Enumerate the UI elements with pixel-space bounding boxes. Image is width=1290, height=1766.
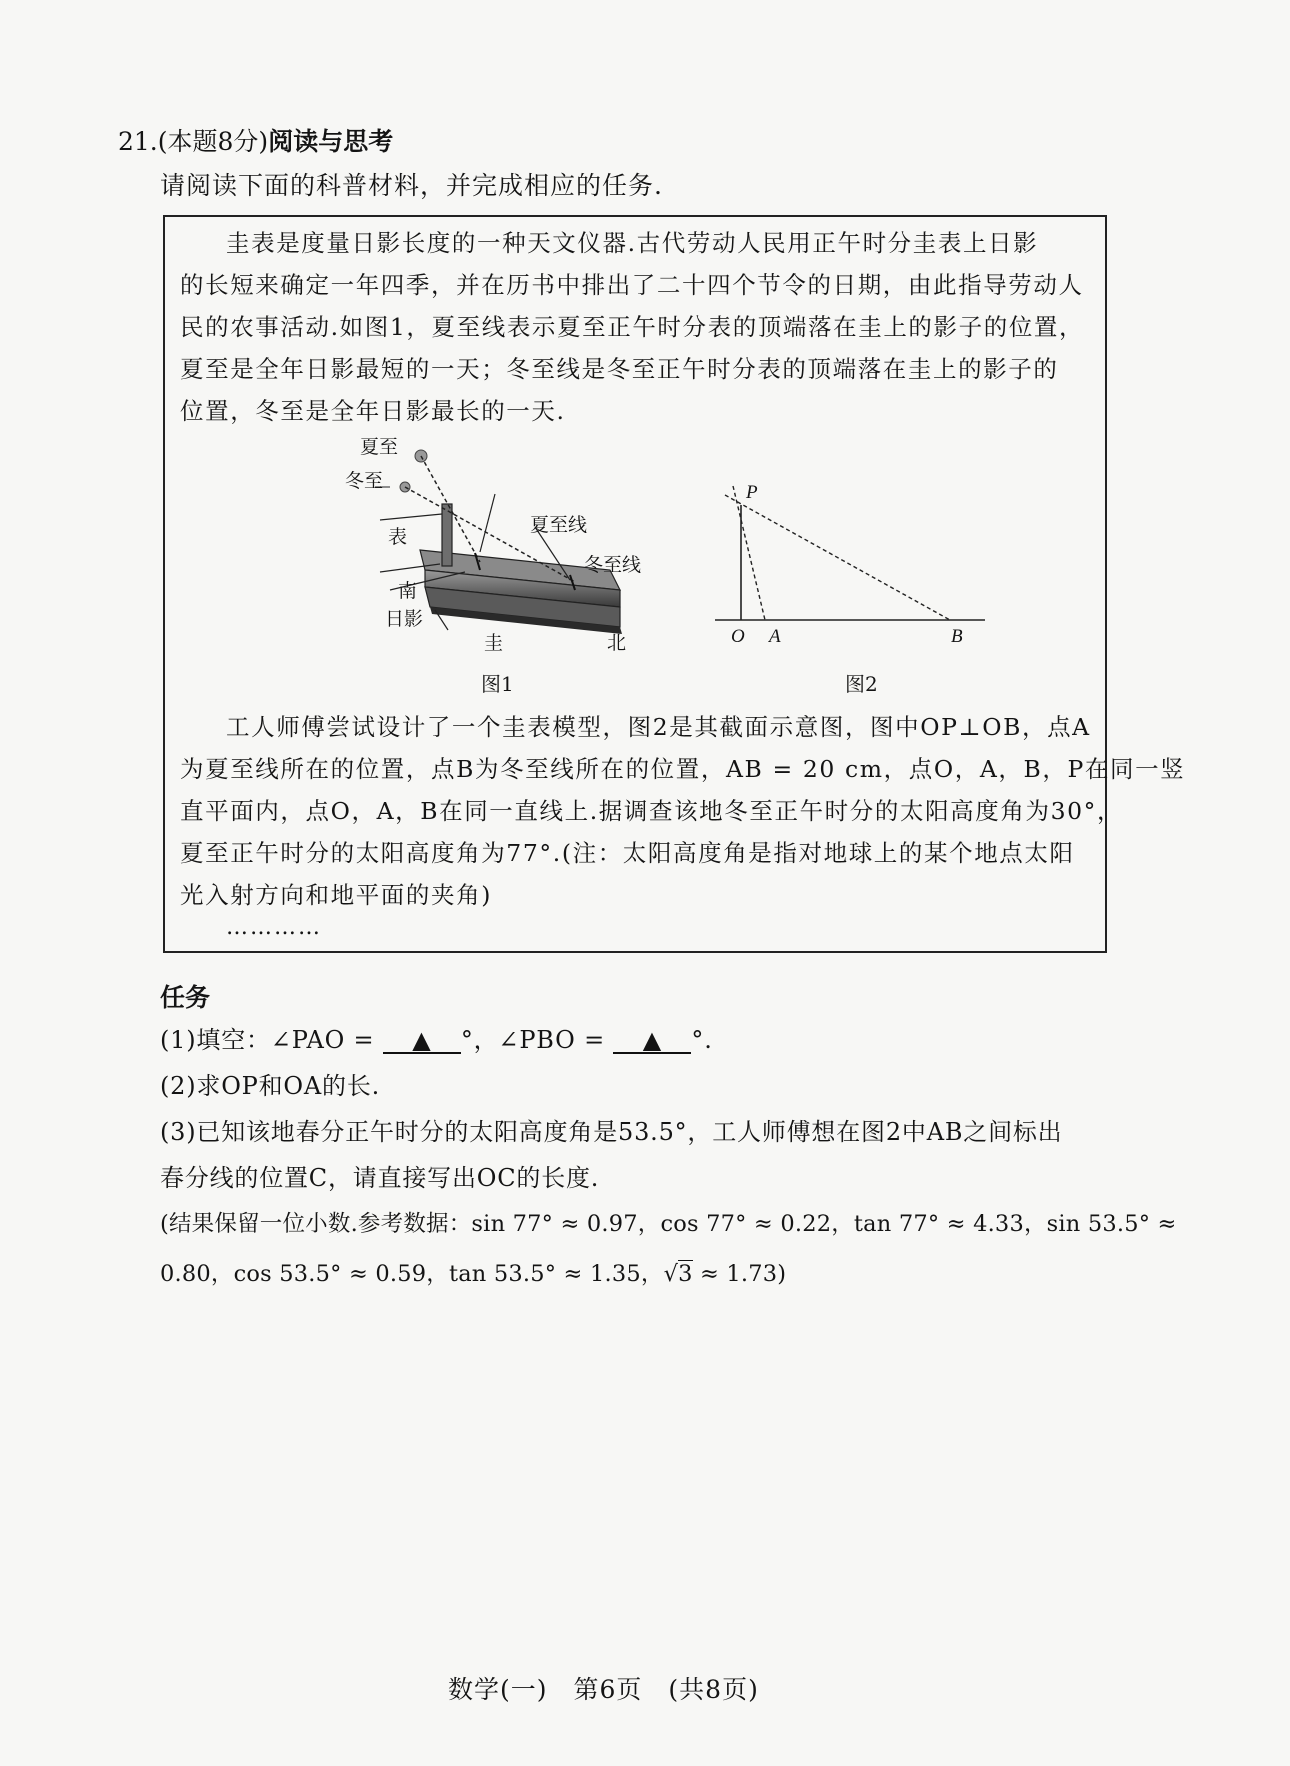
material-p2-line-2: 为夏至线所在的位置，点B为冬至线所在的位置，AB = 20 cm，点O，A，B，P在同一竖 [180,755,1186,783]
label-winter: 冬至 [345,470,384,492]
task-1 [160,1020,713,1055]
page-footer: 数学(一) 第6页 (共8页) [448,1675,759,1704]
material-p1-line-5: 位置，冬至是全年日影最长的一天. [180,397,566,425]
material-p2-line-4: 夏至正午时分的太阳高度角为77°.(注：太阳高度角是指对地球上的某个地点太阳 [180,839,1075,867]
task-3-line-2: 春分线的位置C，请直接写出OC的长度. [160,1164,600,1192]
label-winter-line: 冬至线 [584,554,642,576]
task-1-text-b: °，∠PBO = [460,1026,614,1054]
label-summer-line: 夏至线 [530,514,588,536]
label-north: 北 [607,632,627,654]
point-A: A [769,626,781,647]
point-P: P [746,482,758,503]
material-p1-line-2: 的长短来确定一年四季，并在历书中排出了二十四个节令的日期，由此指导劳动人 [180,271,1084,299]
task-3-line-1: (3)已知该地春分正午时分的太阳高度角是53.5°，工人师傅想在图2中AB之间标出 [160,1118,1063,1146]
point-B: B [951,626,963,647]
task-1-blank-1[interactable]: ▲ [383,1028,461,1054]
reference-line-2-b: ≈ 1.73) [692,1261,787,1287]
task-1-text-a: (1)填空：∠PAO = [160,1026,383,1054]
sqrt-symbol: √3 [663,1261,693,1287]
question-score: (本题8分) [157,127,269,156]
label-biao: 表 [388,526,408,548]
task-1-text-c: °. [691,1026,713,1054]
question-header [118,122,393,158]
label-south: 南 [398,580,418,602]
material-p1-line-1: 圭表是度量日影长度的一种天文仪器.古代劳动人民用正午时分圭表上日影 [226,229,1039,257]
task-1-blank-2[interactable]: ▲ [613,1028,691,1054]
material-ellipsis: ………… [226,915,322,940]
reference-line-2-a: 0.80，cos 53.5° ≈ 0.59，tan 53.5° ≈ 1.35， [160,1261,664,1287]
reference-line-2 [160,1256,786,1288]
material-p2-line-1: 工人师傅尝试设计了一个圭表模型，图2是其截面示意图，图中OP⊥OB，点A [226,713,1091,741]
figure1-caption: 图1 [481,672,514,696]
label-gui: 圭 [484,632,504,654]
question-intro: 请阅读下面的科普材料，并完成相应的任务. [160,171,663,200]
question-number: 21. [118,127,158,156]
line-PB [725,495,950,620]
task-2: (2)求OP和OA的长. [160,1072,381,1100]
line-PA [733,486,765,620]
sqrt-radicand: 3 [678,1261,693,1287]
material-p2-line-5: 光入射方向和地平面的夹角) [180,881,492,909]
reference-line-1: (结果保留一位小数.参考数据：sin 77° ≈ 0.97，cos 77° ≈ 0.22，tan 77° ≈ 4.33，sin 53.5° ≈ [160,1211,1177,1237]
biao-pole [442,504,452,566]
figure2-caption: 图2 [845,672,878,696]
label-summer: 夏至 [360,436,399,458]
material-p1-line-3: 民的农事活动.如图1，夏至线表示夏至正午时分表的顶端落在圭上的影子的位置， [180,313,1085,341]
label-shadow: 日影 [385,608,424,630]
material-p2-line-3: 直平面内，点O，A，B在同一直线上.据调查该地冬至正午时分的太阳高度角为30°， [180,797,1123,825]
point-O: O [731,626,745,647]
material-p1-line-4: 夏至是全年日影最短的一天；冬至线是冬至正午时分表的顶端落在圭上的影子的 [180,355,1059,383]
figure1-guibiao-illustration [330,432,670,652]
question-title: 阅读与思考 [268,127,394,156]
task-title: 任务 [160,983,211,1012]
